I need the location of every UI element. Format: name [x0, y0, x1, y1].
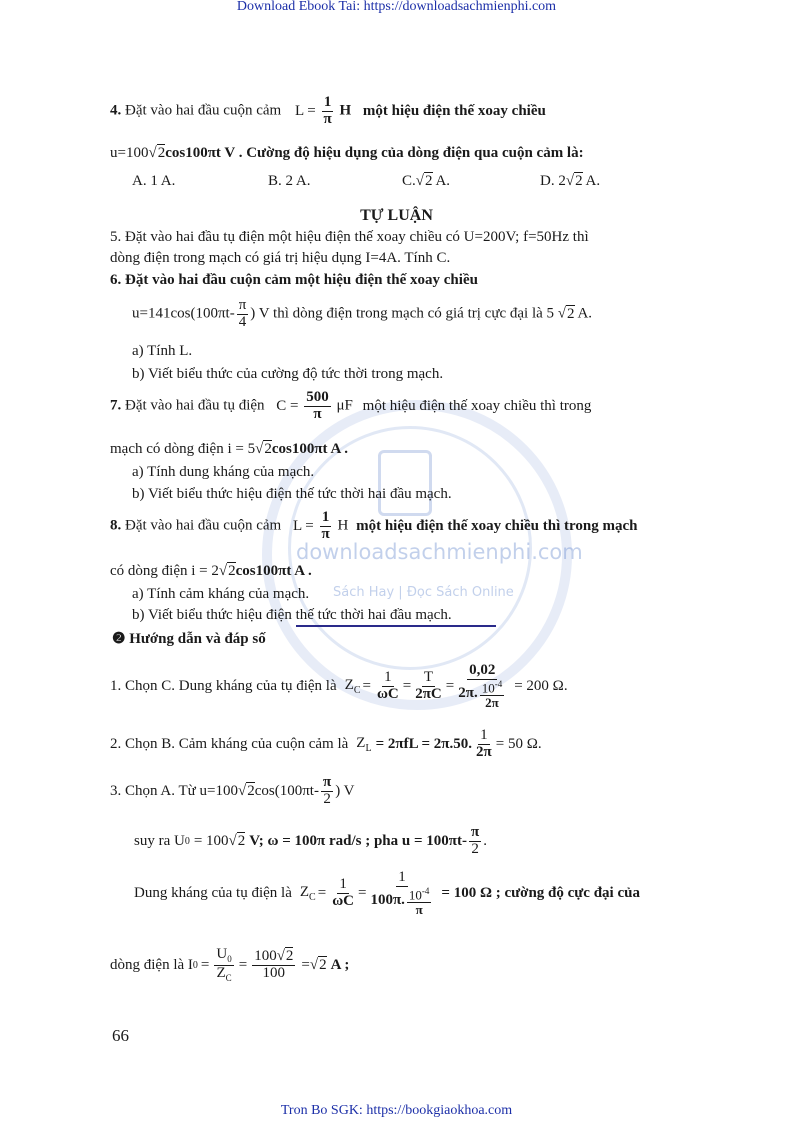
answer-1: 1. Chọn C. Dung kháng của tụ điện là $Z_C$ = $\frac{1}{\omega C}$ = $\frac{T}{2\pi C}$ = 0,02 2π. $\frac{10^{-4}}{2\pi}$ = 200 Ω.: [110, 661, 568, 710]
q4-number: 4.: [110, 102, 122, 119]
question-5-line2: dòng điện trong mạch có giá trị hiệu dụng I=4A. Tính C.: [110, 250, 451, 266]
watermark-slogan: Sách Hay | Đọc Sách Online: [333, 585, 514, 600]
question-6-formula: u=141cos(100πt- $\frac{\pi}{4}$ ) V thì dòng điện trong mạch có giá trị cực đại là 5 √2 A.: [132, 297, 593, 330]
q8-part-b: b) Viết biểu thức hiệu điện thế tức thời hai đầu mạch.: [132, 607, 452, 623]
question-4-line2: u=100√2cos100πt V . Cường độ hiệu dụng của dòng điện qua cuộn cảm là:: [110, 145, 584, 161]
answer-3-line3: Dung kháng của tụ điện là $Z_C$ = $\frac{1}{\omega C}$ = 1 100π. $\frac{10^{-4}}{\pi}$ = 100 Ω ; cường độ cực đại của: [134, 868, 640, 917]
q4-option-c: C.√2 A.: [402, 173, 451, 189]
question-7-line2: mạch có dòng điện i = 5√2cos100πt A .: [110, 441, 348, 457]
question-8-line1: 8. Đặt vào hai đầu cuộn cảm L = $\frac{1}{\pi}$ H một hiệu điện thế xoay chiều thì trong mạch: [110, 509, 638, 542]
q6-part-b: b) Viết biểu thức của cường độ tức thời trong mạch.: [132, 366, 444, 382]
answer-2: 2. Chọn B. Cảm kháng của cuộn cảm là $Z_L$ = 2πfL = 2π.50. $\frac{1}{2\pi}$ = 50 Ω.: [110, 726, 542, 760]
q4-fraction: $\frac{1}{\pi}$: [323, 94, 332, 127]
page-number: 66: [112, 1026, 129, 1045]
q7-part-a: a) Tính dung kháng của mạch.: [132, 464, 315, 480]
q8-part-a: a) Tính cảm kháng của mạch.: [132, 586, 310, 602]
q8-underline: [296, 625, 496, 627]
section-title: TỰ LUẬN: [360, 207, 433, 224]
answer-3-line4: dòng điện là I 0 = $\frac{U_0}{Z_C}$ = $\frac{100√2}{100}$ = √ 2 A ;: [110, 946, 350, 983]
answer-3-line2: suy ra U 0 = 100 √ 2 V; ω = 100π rad/s ; pha u = 100πt- $\frac{\pi}{2}$ .: [134, 823, 487, 857]
q7-part-b: b) Viết biểu thức hiệu điện thế tức thời hai đầu mạch.: [132, 486, 452, 502]
q4-text-b: một hiệu điện thế xoay chiều: [362, 102, 546, 119]
q4-option-a: A. 1 A.: [132, 173, 176, 189]
q4-unit: H: [339, 102, 352, 119]
question-4-line1: [110, 95, 546, 128]
question-5-line1: 5. Đặt vào hai đầu tụ điện một hiệu điện thế xoay chiều có U=200V; f=50Hz thì: [110, 229, 589, 245]
q6-part-a: a) Tính L.: [132, 343, 193, 359]
header-download-link[interactable]: Download Ebook Tai: https://downloadsachmienphi.com: [236, 0, 557, 14]
q4-option-b: B. 2 A.: [268, 173, 311, 189]
q4-formula: L =: [294, 102, 316, 119]
question-8-line2: có dòng điện i = 2√2cos100πt A .: [110, 563, 312, 579]
question-7-line1: 7. Đặt vào hai đầu tụ điện C = $\frac{500}{\pi}$ μF một hiệu điện thế xoay chiều thì trong: [110, 389, 592, 422]
answer-3-line1: 3. Chọn A. Từ u=100 √ 2 cos(100πt- $\frac{\pi}{2}$ ) V: [110, 773, 355, 807]
guide-title: ❷ Hướng dẫn và đáp số: [112, 631, 266, 647]
q4-text: Đặt vào hai đầu cuộn cảm: [125, 102, 282, 119]
watermark-site: downloadsachmienphi.com: [296, 540, 583, 564]
question-6-line1: 6. Đặt vào hai đầu cuộn cảm một hiệu điện thế xoay chiều: [110, 272, 478, 288]
footer-link[interactable]: Tron Bo SGK: https://bookgiaokhoa.com: [280, 1103, 513, 1118]
q4-option-d: D. 2√2 A.: [540, 173, 601, 189]
book-icon: [378, 450, 432, 516]
